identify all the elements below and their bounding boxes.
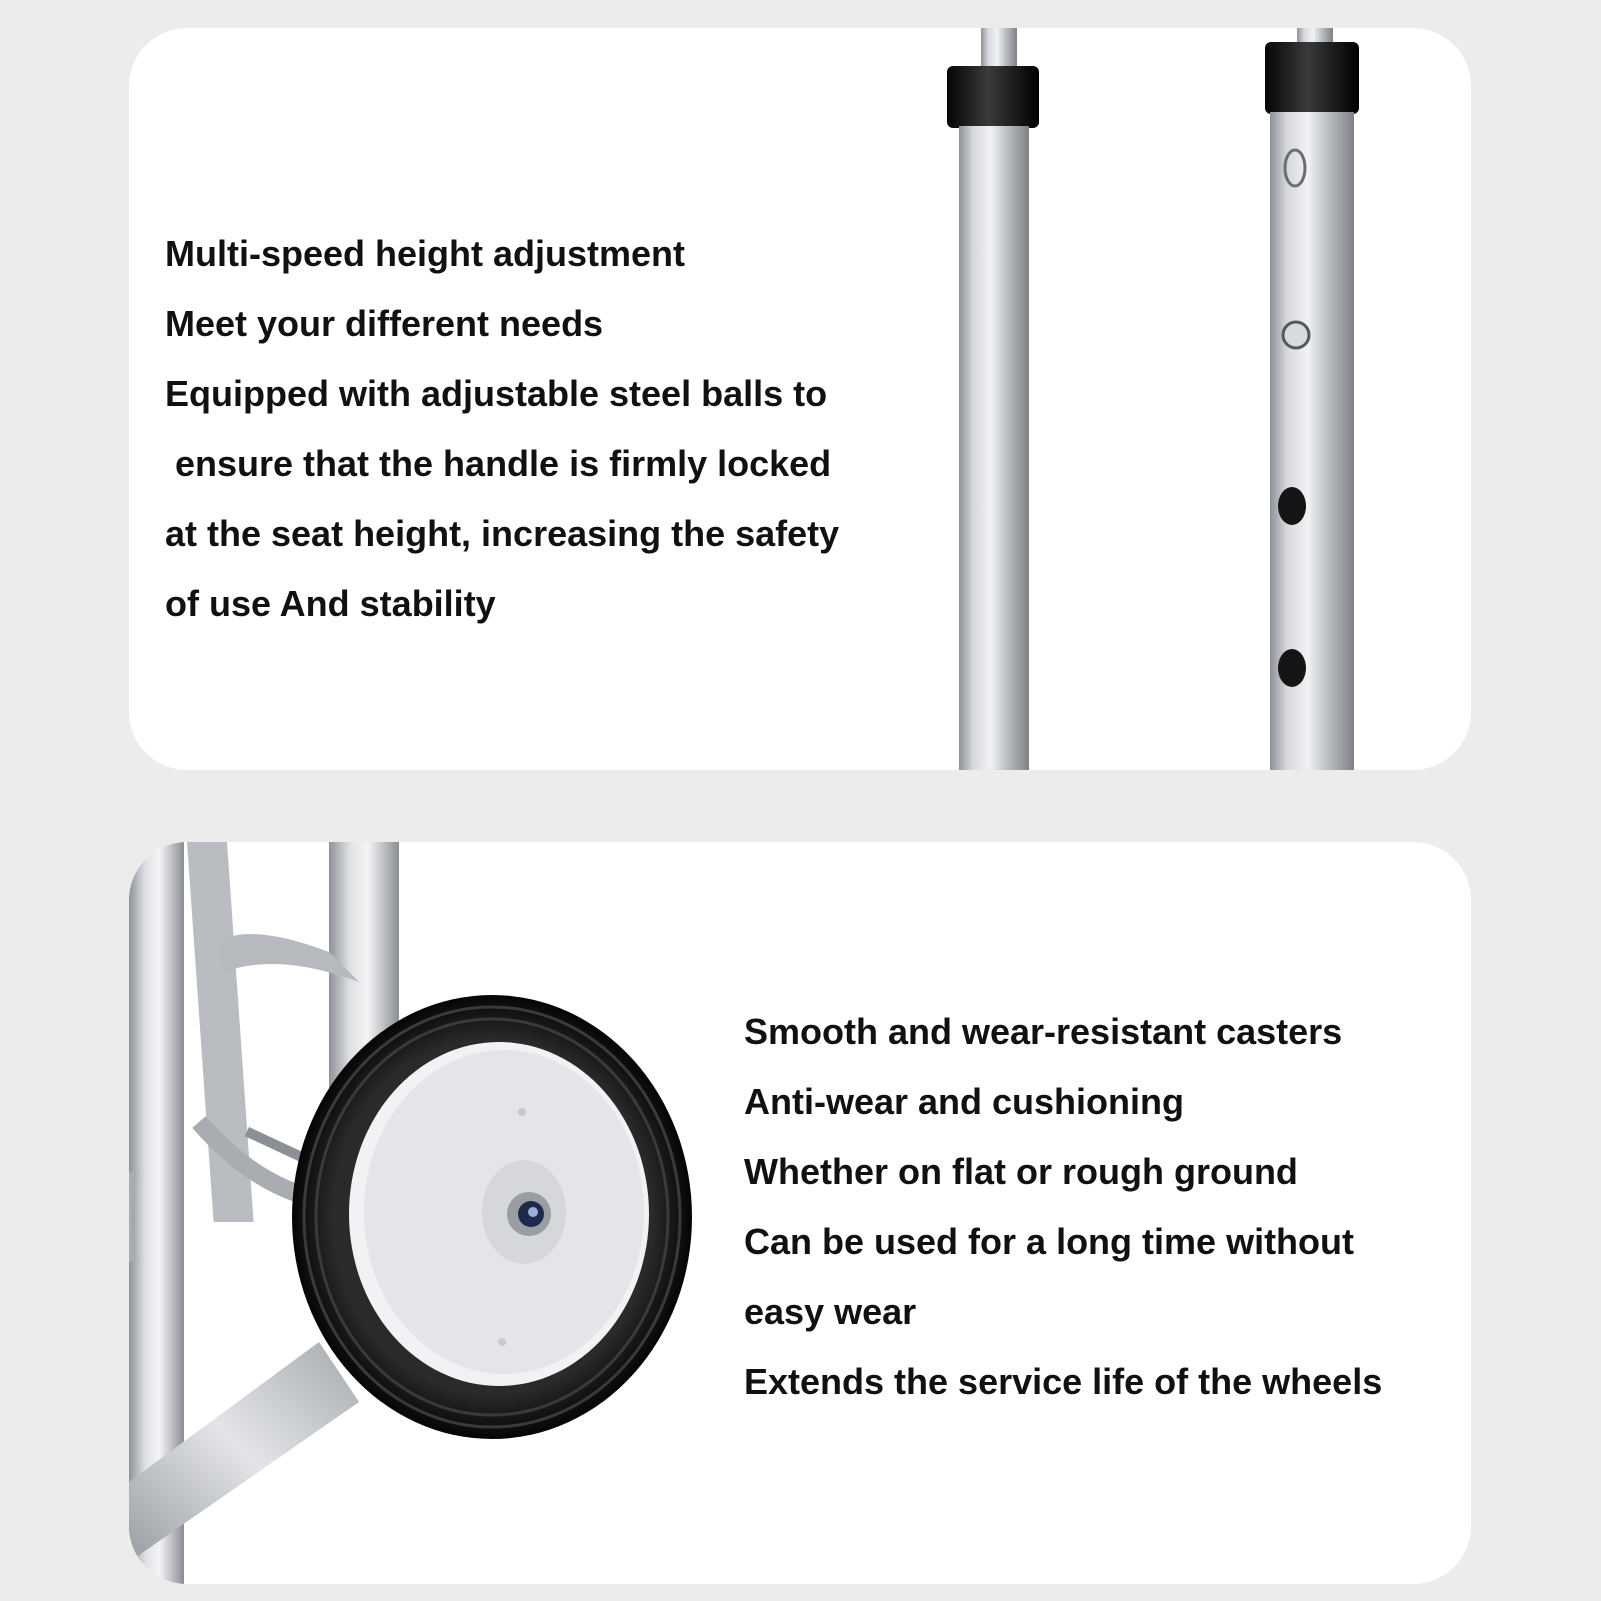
description-line: ensure that the handle is firmly locked: [165, 443, 832, 484]
description-line: Multi-speed height adjustment: [165, 233, 686, 274]
description-line: Equipped with adjustable steel balls to: [165, 373, 828, 414]
description-line: of use And stability: [165, 583, 496, 624]
casters-description: [744, 997, 1382, 1417]
caster-wheel: [292, 995, 692, 1439]
right-leg-tube: [1265, 28, 1359, 770]
description-line: Whether on flat or rough ground: [744, 1151, 1298, 1192]
description-line: at the seat height, increasing the safety: [165, 513, 840, 554]
description-line: Can be used for a long time without: [744, 1221, 1355, 1262]
description-line: easy wear: [744, 1291, 917, 1332]
height-adjustment-description: [165, 219, 839, 639]
height-adjustment-panel: [129, 28, 1471, 770]
description-line: Extends the service life of the wheels: [744, 1361, 1383, 1402]
left-leg-tube: [947, 28, 1039, 770]
description-line: Anti-wear and cushioning: [744, 1081, 1185, 1122]
casters-panel: [129, 842, 1471, 1584]
description-line: Smooth and wear-resistant casters: [744, 1011, 1343, 1052]
description-line: Meet your different needs: [165, 303, 604, 344]
